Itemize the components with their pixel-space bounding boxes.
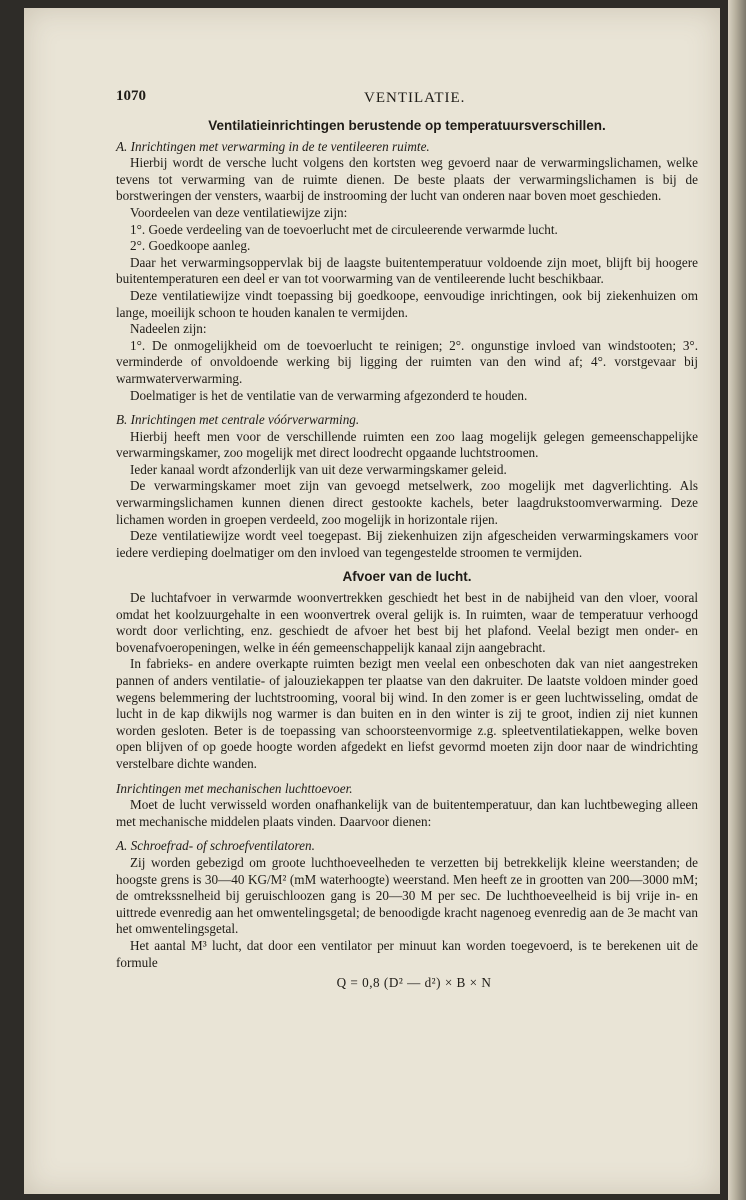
subsection-schroefrad-heading: A. Schroefrad- of schroefventilatoren.	[116, 838, 315, 854]
spacer	[116, 561, 698, 569]
subsection-b-heading: B. Inrichtingen met centrale vóórverwarming.	[116, 412, 360, 428]
page-body	[116, 118, 698, 992]
paragraph: Nadeelen zijn:	[130, 321, 207, 337]
list-item: 1°. Goede verdeeling van de toevoerlucht met de circuleerende verwarmde lucht.	[130, 221, 558, 237]
paragraph: Ieder kanaal wordt afzonderlijk van uit deze verwarmingskamer geleid.	[130, 461, 507, 477]
running-head: VENTILATIE.	[364, 90, 466, 106]
paragraph: Doelmatiger is het de ventilatie van de verwarming afgezonderd te houden.	[130, 387, 528, 403]
paragraph: Het aantal M³ lucht, dat door een ventilator per minuut kan worden toegevoerd, is te berekenen uit de formule	[116, 937, 698, 970]
page-header	[96, 86, 616, 110]
paragraph: Voordeelen van deze ventilatiewijze zijn:	[130, 204, 348, 220]
paragraph: Deze ventilatiewijze vindt toepassing bij goedkoope, eenvoudige inrichtingen, ook bij ziekenhuizen om lange, moeilijk schoon te houden kanalen te vermijden.	[116, 287, 698, 320]
spacer	[116, 773, 698, 781]
page-number: 1070	[116, 88, 146, 104]
paragraph: 1°. De onmogelijkheid om de toevoerlucht te reinigen; 2°. ongunstige invloed van windstooten; 3°. verminderde of onvoldoende werking bij ligging der ruimten van den wind af; 4°. vorstgevaar bij warmwaterverwarming.	[116, 337, 698, 386]
paragraph: Hierbij heeft men voor de verschillende ruimten een zoo laag mogelijk gelegen gemeenschappelijke verwarmingskamer, zoo mogelijk met direct loodrecht opgaande luchtstroomen.	[116, 428, 698, 461]
paragraph: Deze ventilatiewijze wordt veel toegepast. Bij ziekenhuizen zijn afgescheiden verwarmingskamers voor iedere verdieping doelmatiger om den invloed van tegengestelde stroomen te vermijden.	[116, 528, 698, 560]
list-item: 2°. Goedkoope aanleg.	[130, 238, 251, 254]
book-gutter	[728, 0, 746, 1200]
section-title-afvoer: Afvoer van de lucht.	[342, 569, 472, 585]
paragraph: Zij worden gebezigd om groote luchthoeveelheden te verzetten bij betrekkelijk kleine weerstanden; de hoogste grens is 30—40 KG/M² (mM waterhoogte) weerstand. Men heeft ze in grootten van 200—3000 mM; de omtrekssnelheid bij geruischloozen gang is 20—30 M per sec. De luchthoeveelheid is bij vrije in- en uittrede evenredig aan het omwentelingsgetal; de benoodigde kracht nagenoeg evenredig aan de 3e macht van het omwentelingsgetal.	[116, 854, 698, 937]
section-title-temperatuursverschillen: Ventilatieinrichtingen berustende op temperatuursverschillen.	[208, 118, 606, 133]
paragraph: Hierbij wordt de versche lucht volgens den kortsten weg gevoerd naar de verwarmingslichamen, welke tevens tot verwarming van de ruimte dienen. De beste plaats der verwarmingslichamen is bij de borstweringen der vensters, waarbij de instrooming der lucht van onderen naar boven moet geschieden.	[116, 155, 698, 204]
paragraph: De verwarmingskamer moet zijn van gevoegd metselwerk, zoo mogelijk met dagverlichting. Als verwarmingslichamen kunnen dienen direct gestookte kachels, beter laagdrukstoomverwarming. Deze lichamen worden in groepen verdeeld, zoo mogelijk in horizontale rijen.	[116, 478, 698, 527]
subsection-mechanisch-heading: Inrichtingen met mechanischen luchttoevoer.	[116, 780, 353, 796]
spacer	[116, 404, 698, 412]
subsection-a-heading: A. Inrichtingen met verwarming in de te ventileeren ruimte.	[116, 138, 430, 154]
spacer	[116, 830, 698, 838]
paragraph: De luchtafvoer in verwarmde woonvertrekken geschiedt het best in de nabijheid van den vloer, vooral omdat het koolzuurgehalte in een woonvertrek overal gelijk is. In ruimten, waar de temperatuur verhoogd wordt door verlichting, enz. geschiedt de afvoer het best bij het plafond. Veelal bezigt men onder- en bovenafvoeropeningen, welke in één gemeenschappelijk kanaal zijn aangebracht.	[116, 590, 698, 655]
paragraph: In fabrieks- en andere overkapte ruimten bezigt men veelal een onbeschoten dak van niet aangestreken pannen of anders ventilatie- of jalouziekappen ter plaatse van den dakruiter. De laatste voldoen minder goed wegens belemmering der luchtstrooming, vooral bij wind. In den zomer is er geen luchtwisseling, omdat de lucht in de kap dikwijls nog warmer is dan buiten en in den winter is zij te groot, indien zij niet kunnen worden gesloten. Beter is de toepassing van schoorsteenvormige z.g. spleetventilatiekappen, welke boven open blijven of op goede hoogte worden afgedekt en liefst gevormd moeten zijn door naar de windrichting verstelbare dichte wanden.	[116, 656, 698, 771]
paragraph: Moet de lucht verwisseld worden onafhankelijk van de buitentemperatuur, dan kan luchtbeweging alleen met mechanische middelen plaats vinden. Daarvoor dienen:	[116, 797, 698, 829]
paragraph: Daar het verwarmingsoppervlak bij de laagste buitentemperatuur voldoende zijn moet, blijft bij hoogere buitentemperaturen een deel er van tot voorwarming van de ventileerende lucht beschikbaar.	[116, 254, 698, 287]
formula: Q = 0,8 (D² — d²) × B × N	[336, 975, 492, 991]
voordeelen-list	[116, 222, 698, 255]
